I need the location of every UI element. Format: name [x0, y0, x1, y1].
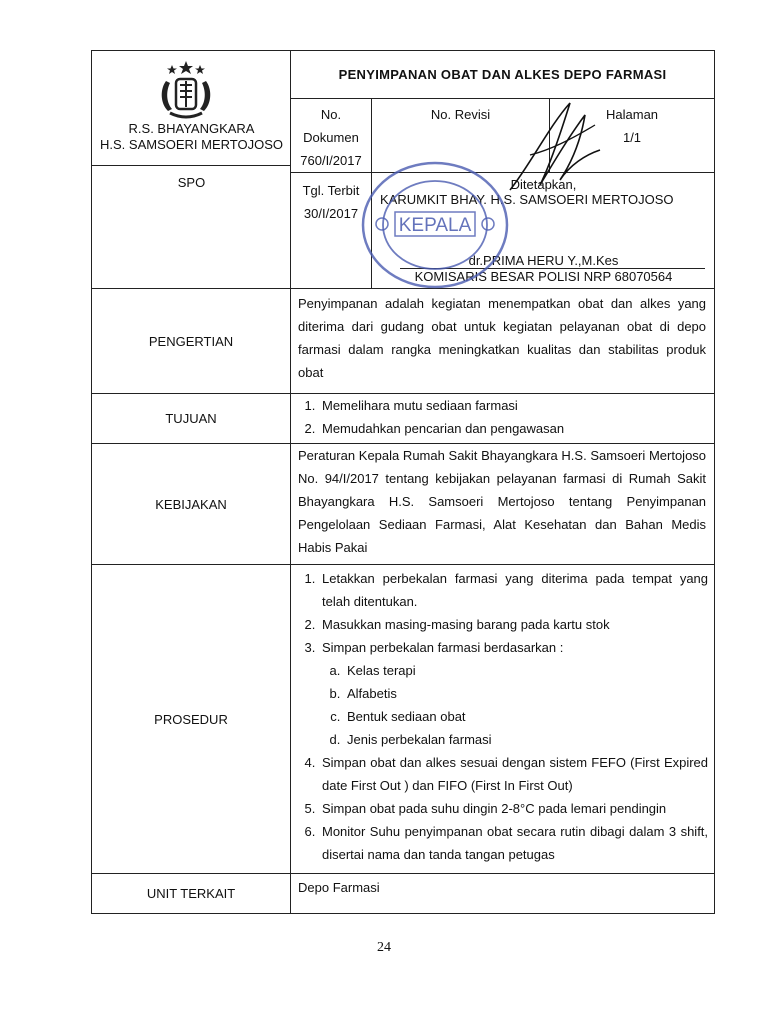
spo-table [91, 50, 715, 914]
hospital-name: R.S. BHAYANGKARA [128, 121, 255, 136]
hospital-sub: H.S. SAMSOERI MERTOJOSO [100, 137, 283, 152]
signer-rank: KOMISARIS BESAR POLISI NRP 68070564 [414, 269, 673, 284]
unit-text: Depo Farmasi [291, 874, 715, 914]
police-emblem-icon [154, 59, 218, 121]
prosedur-content [291, 565, 715, 874]
tujuan-content [291, 394, 715, 444]
list-item [319, 636, 708, 751]
revision-cell [372, 99, 550, 173]
signer-name: dr.PRIMA HERU Y.,M.Kes [468, 253, 619, 268]
list-item: 2. Masukkan masing-masing barang pada kartu stok [319, 613, 708, 636]
tujuan-list [291, 394, 714, 440]
document-title: PENYIMPANAN OBAT DAN ALKES DEPO FARMASI [291, 51, 715, 99]
spo-label: SPO [177, 175, 206, 190]
sub-list-item: d. Jenis perbekalan farmasi [344, 728, 708, 751]
unit-label: UNIT TERKAIT [92, 874, 291, 914]
doc-number-label-1: No. [320, 107, 342, 122]
issue-date-cell [291, 173, 372, 289]
prosedur-label: PROSEDUR [92, 565, 291, 874]
list-item: 1. Memelihara mutu sediaan farmasi [319, 394, 708, 417]
prosedur-list [291, 567, 714, 866]
sub-list [322, 659, 708, 751]
issue-date-label: Tgl. Terbit [302, 183, 360, 198]
page-number: 24 [377, 940, 391, 955]
list-item-text: Simpan perbekalan farmasi berdasarkan : [322, 640, 564, 655]
doc-number-label-2: Dokumen [303, 130, 359, 145]
sub-list-item: b. Alfabetis [344, 682, 708, 705]
list-item: 2. Memudahkan pencarian dan pengawasan [319, 417, 708, 440]
list-item: 4. Simpan obat dan alkes sesuai dengan sistem FEFO (First Expired date First Out ) dan FIFO (First In First Out) [319, 751, 708, 797]
tujuan-label: TUJUAN [92, 394, 291, 444]
pengertian-label: PENGERTIAN [92, 289, 291, 394]
hospital-cell [92, 51, 291, 289]
issue-date-value: 30/I/2017 [303, 206, 359, 221]
approval-by: KARUMKIT BHAY. H.S. SAMSOERI MERTOJOSO [380, 192, 674, 207]
approval-cell [372, 173, 715, 289]
page-label: Halaman [606, 107, 659, 122]
list-item: 1. Letakkan perbekalan farmasi yang diterima pada tempat yang telah ditentukan. [319, 567, 708, 613]
approval-label: Ditetapkan, [510, 177, 577, 192]
sub-list-item: c. Bentuk sediaan obat [344, 705, 708, 728]
stamp-text: KEPALA [398, 215, 472, 236]
list-item: 6. Monitor Suhu penyimpanan obat secara rutin dibagi dalam 3 shift, disertai nama dan tanda tangan petugas [319, 820, 708, 866]
pengertian-text: Penyimpanan adalah kegiatan menempatkan obat dan alkes yang diterima dari gudang obat untuk kegiatan pelayanan obat di depo farmasi dalam rangka meningkatkan kualitas dan stabilitas produk obat [291, 289, 715, 394]
kebijakan-text: Peraturan Kepala Rumah Sakit Bhayangkara H.S. Samsoeri Mertojoso No. 94/I/2017 tentang kebijakan pelayanan farmasi di Rumah Sakit Bhayangkara H.S. Samsoeri Mertojoso tentang Penyimpanan Pengelolaan Sediaan Farmasi, Alat Kesehatan dan Bahan Medis Habis Pakai [291, 444, 715, 565]
sub-list-item: a. Kelas terapi [344, 659, 708, 682]
list-item: 5. Simpan obat pada suhu dingin 2-8°C pada lemari pendingin [319, 797, 708, 820]
page-cell [550, 99, 715, 173]
kebijakan-label: KEBIJAKAN [92, 444, 291, 565]
doc-number-cell [291, 99, 372, 173]
revision-label: No. Revisi [430, 107, 491, 122]
doc-number-value: 760/I/2017 [300, 153, 362, 168]
page-value: 1/1 [622, 130, 642, 145]
